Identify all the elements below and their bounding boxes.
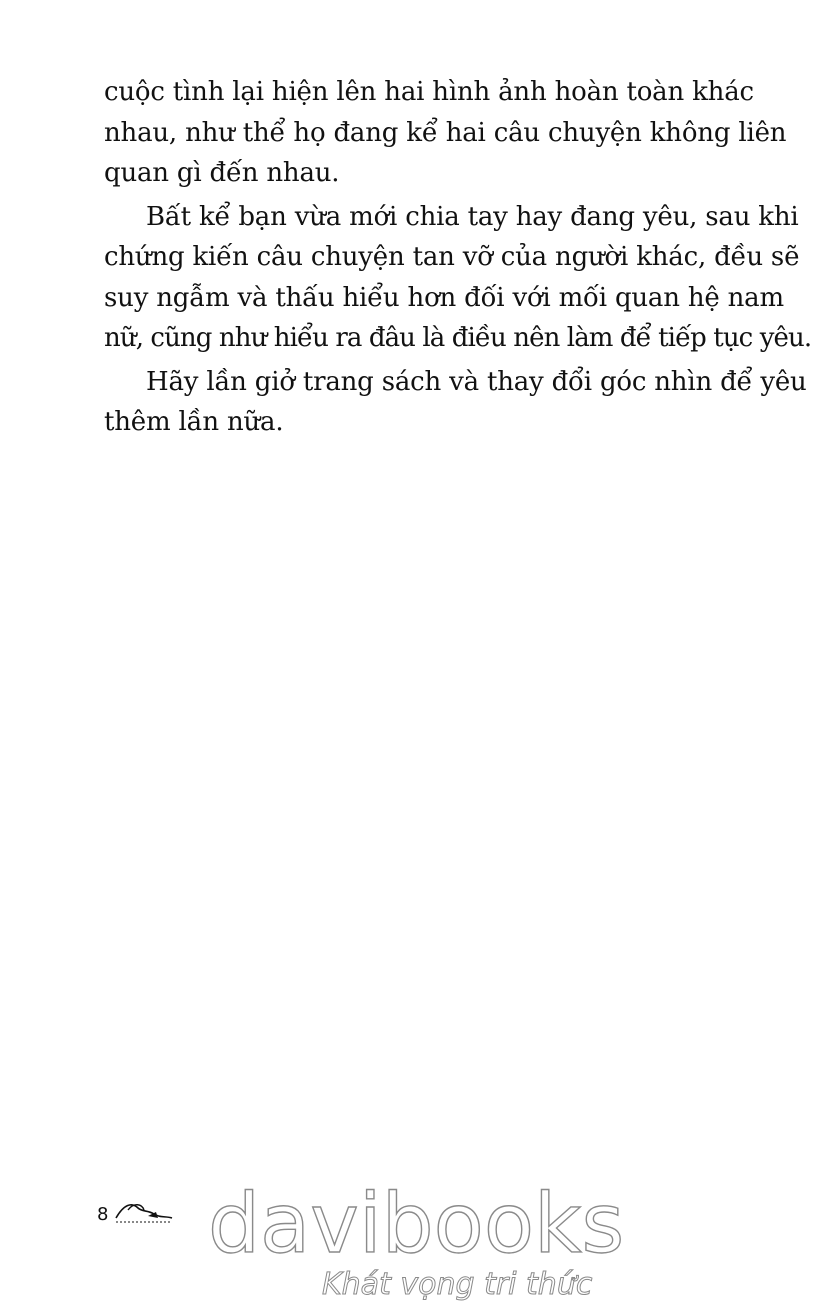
text-line: Bất kể bạn vừa mới chia tay hay đang yêu, sau khi bbox=[146, 201, 799, 232]
text-line: cuộc tình lại hiện lên hai hình ảnh hoàn toàn khác bbox=[104, 77, 754, 107]
paragraph-2 bbox=[104, 197, 812, 359]
text-line: Hãy lần giở trang sách và thay đổi góc nhìn để yêu bbox=[146, 366, 807, 397]
text-line: nữ, cũng như hiểu ra đâu là điều nên làm để tiếp tục yêu. bbox=[104, 323, 812, 353]
text-line: thêm lần nữa. bbox=[104, 407, 284, 437]
page-footer bbox=[0, 1177, 814, 1314]
bird-ornament-icon bbox=[114, 1198, 174, 1226]
text-line: quan gì đến nhau. bbox=[104, 158, 340, 188]
text-line: nhau, như thể họ đang kể hai câu chuyện không liên bbox=[104, 117, 787, 148]
body-text bbox=[104, 72, 812, 446]
paragraph-3 bbox=[104, 362, 807, 443]
paragraph-1 bbox=[104, 72, 787, 194]
text-line: suy ngẫm và thấu hiểu hơn đối với mối quan hệ nam bbox=[104, 282, 784, 313]
text-line: chứng kiến câu chuyện tan vỡ của người khác, đều sẽ bbox=[104, 242, 800, 272]
watermark-tagline: Khát vọng tri thức bbox=[322, 1267, 593, 1302]
page-number: 8 bbox=[97, 1204, 109, 1225]
watermark-logo: davibooks bbox=[208, 1177, 625, 1272]
